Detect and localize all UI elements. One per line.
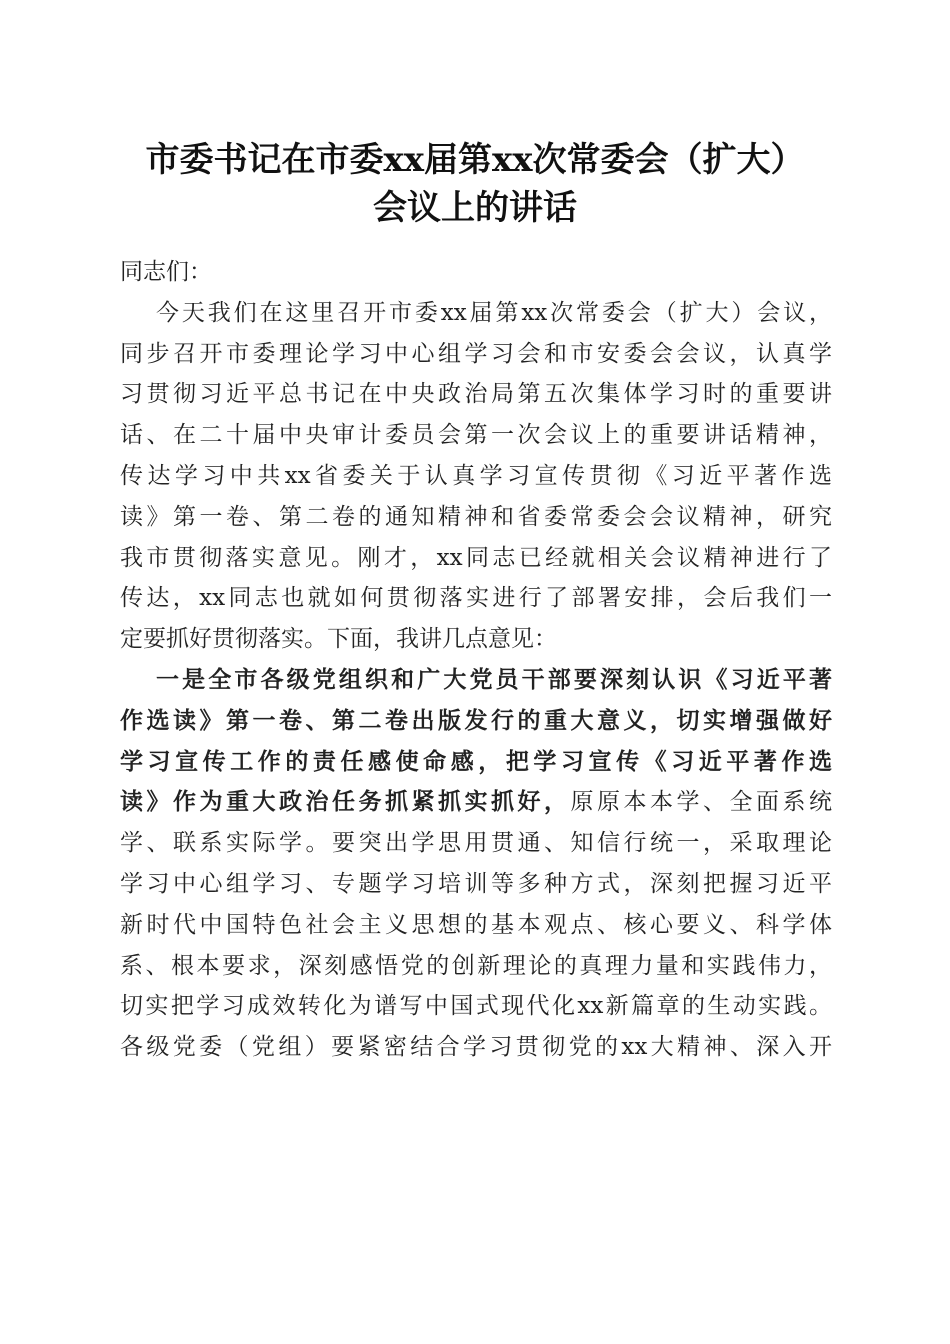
paragraph-1-line: 传达学习中共xx省委关于认真学习宣传贯彻《习近平著作选	[120, 462, 832, 489]
title-line-1: 市委书记在市委xx届第xx次常委会（扩大）	[145, 140, 805, 180]
paragraph-1-line: 我市贯彻落实意见。刚才，xx同志已经就相关会议精神进行了	[120, 544, 832, 571]
paragraph-2-line: 学习宣传工作的责任感使命感，把学习宣传《习近平著作选	[120, 747, 832, 775]
paragraph-2-line: 一是全市各级党组织和广大党员干部要深刻认识《习近平著	[156, 665, 832, 693]
paragraph-1-line: 定要抓好贯彻落实。下面，我讲几点意见：	[120, 626, 557, 653]
paragraph-1-line: 传达，xx同志也就如何贯彻落实进行了部署安排，会后我们一	[120, 585, 832, 612]
paragraph-1-line: 习贯彻习近平总书记在中央政治局第五次集体学习时的重要讲	[120, 381, 832, 408]
normal-text: 原原本本学、全面系统	[570, 789, 832, 816]
paragraph-2-line: 作选读》第一卷、第二卷出版发行的重大意义，切实增强做好	[120, 706, 832, 734]
paragraph-2-line: 系、根本要求，深刻感悟党的创新理论的真理力量和实践伟力，	[120, 952, 832, 979]
paragraph-1-line: 今天我们在这里召开市委xx届第xx次常委会（扩大）会议，	[156, 299, 832, 326]
salutation: 同志们：	[120, 259, 212, 285]
paragraph-2-line: 各级党委（党组）要紧密结合学习贯彻党的xx大精神、深入开	[120, 1034, 832, 1061]
title-line-2: 会议上的讲话	[373, 188, 577, 228]
paragraph-2-line: 学习中心组学习、专题学习培训等多种方式，深刻把握习近平	[120, 870, 832, 897]
paragraph-2-line	[120, 782, 832, 823]
document-body	[120, 252, 832, 1068]
paragraph-1-line: 读》第一卷、第二卷的通知精神和省委常委会会议精神，研究	[120, 503, 832, 530]
paragraph-2-line: 学、联系实际学。要突出学思用贯通、知信行统一，采取理论	[120, 830, 832, 857]
paragraph-1-line: 话、在二十届中央审计委员会第一次会议上的重要讲话精神，	[120, 422, 832, 449]
document-title	[100, 136, 850, 232]
paragraph-1-line: 同步召开市委理论学习中心组学习会和市安委会会议，认真学	[120, 340, 832, 367]
emphasis-text: 读》作为重大政治任务抓紧抓实抓好，	[120, 788, 571, 816]
paragraph-2-line: 切实把学习成效转化为谱写中国式现代化xx新篇章的生动实践。	[120, 993, 832, 1020]
paragraph-2-line: 新时代中国特色社会主义思想的基本观点、核心要义、科学体	[120, 911, 832, 938]
